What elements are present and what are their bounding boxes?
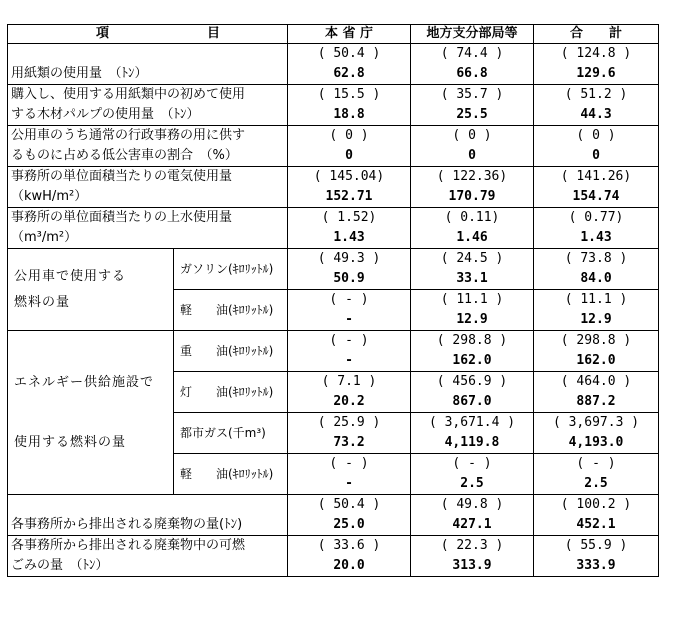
value-cell bbox=[534, 372, 659, 413]
current-value: 73.2 bbox=[333, 435, 365, 450]
row-label-line: 用紙類の使用量 （ﾄﾝ） bbox=[11, 66, 148, 81]
prev-value: ( 456.9 ) bbox=[436, 374, 508, 389]
current-value: 2.5 bbox=[460, 476, 484, 491]
group-label-line: エネルギー供給施設で bbox=[14, 374, 155, 390]
group-label bbox=[8, 331, 174, 495]
value-cell bbox=[534, 454, 659, 495]
prev-value: ( 145.04) bbox=[313, 169, 385, 184]
fuel-type-label: 軽 油(ｷﾛﾘｯﾄﾙ) bbox=[174, 454, 288, 495]
value-cell bbox=[288, 331, 411, 372]
row-label-line bbox=[11, 44, 287, 64]
value-cell bbox=[288, 126, 411, 167]
value-cell bbox=[288, 454, 411, 495]
table-row bbox=[8, 331, 659, 372]
prev-value: ( 0 ) bbox=[329, 128, 369, 143]
header-col1: 本 省 庁 bbox=[288, 25, 411, 44]
group-label-line: 公用車で使用する bbox=[14, 268, 127, 284]
fuel-type-label: 軽 油(ｷﾛﾘｯﾄﾙ) bbox=[174, 290, 288, 331]
prev-value: ( 3,697.3 ) bbox=[552, 415, 640, 430]
prev-value: ( 25.9 ) bbox=[317, 415, 381, 430]
prev-value: ( 11.1 ) bbox=[564, 292, 628, 307]
row-label bbox=[8, 167, 288, 208]
table-row bbox=[8, 208, 659, 249]
current-value: 0 bbox=[468, 148, 476, 163]
prev-value: ( - ) bbox=[329, 456, 369, 471]
value-cell bbox=[411, 413, 534, 454]
value-cell bbox=[288, 372, 411, 413]
group-label-line: 使用する燃料の量 bbox=[14, 434, 127, 450]
table-row bbox=[8, 249, 659, 290]
fuel-type-label: ガソリン(ｷﾛﾘｯﾄﾙ) bbox=[174, 249, 288, 290]
prev-value: ( 24.5 ) bbox=[440, 251, 504, 266]
current-value: 4,193.0 bbox=[568, 435, 624, 450]
current-value: 4,119.8 bbox=[444, 435, 500, 450]
value-cell bbox=[534, 85, 659, 126]
value-cell bbox=[534, 495, 659, 536]
current-value: 1.46 bbox=[456, 230, 488, 245]
current-value: 2.5 bbox=[584, 476, 608, 491]
group-label bbox=[8, 249, 174, 331]
value-cell bbox=[534, 44, 659, 85]
value-cell bbox=[411, 372, 534, 413]
value-cell bbox=[411, 167, 534, 208]
row-label-line: るものに占める低公害車の割合 （%） bbox=[11, 148, 238, 163]
value-cell bbox=[411, 454, 534, 495]
fuel-type-label: 灯 油(ｷﾛﾘｯﾄﾙ) bbox=[174, 372, 288, 413]
row-label bbox=[8, 126, 288, 167]
prev-value: ( 0.77) bbox=[568, 210, 624, 225]
prev-value: ( 11.1 ) bbox=[440, 292, 504, 307]
prev-value: ( 74.4 ) bbox=[440, 46, 504, 61]
environment-data-table bbox=[7, 24, 659, 577]
current-value: 20.0 bbox=[333, 558, 365, 573]
current-value: 333.9 bbox=[576, 558, 616, 573]
fuel-type-label: 都市ガス(千m³) bbox=[174, 413, 288, 454]
prev-value: ( 124.8 ) bbox=[560, 46, 632, 61]
prev-value: ( - ) bbox=[329, 292, 369, 307]
current-value: 12.9 bbox=[456, 312, 488, 327]
current-value: 152.71 bbox=[325, 189, 373, 204]
current-value: 867.0 bbox=[452, 394, 492, 409]
current-value: 25.5 bbox=[456, 107, 488, 122]
prev-value: ( 3,671.4 ) bbox=[428, 415, 516, 430]
row-label-line: 事務所の単位面積当たりの電気使用量 bbox=[11, 169, 233, 184]
value-cell bbox=[534, 331, 659, 372]
value-cell bbox=[288, 249, 411, 290]
current-value: 162.0 bbox=[576, 353, 616, 368]
row-label-line: 事務所の単位面積当たりの上水使用量 bbox=[11, 210, 233, 225]
prev-value: ( 55.9 ) bbox=[564, 538, 628, 553]
current-value: 44.3 bbox=[580, 107, 612, 122]
prev-value: ( 49.3 ) bbox=[317, 251, 381, 266]
current-value: 20.2 bbox=[333, 394, 365, 409]
value-cell bbox=[288, 167, 411, 208]
prev-value: ( 0 ) bbox=[576, 128, 616, 143]
row-label-line: （m³/m²） bbox=[11, 230, 78, 245]
prev-value: ( 141.26) bbox=[560, 169, 632, 184]
prev-value: ( 15.5 ) bbox=[317, 87, 381, 102]
value-cell bbox=[534, 413, 659, 454]
value-cell bbox=[411, 495, 534, 536]
current-value: 1.43 bbox=[333, 230, 365, 245]
current-value: 887.2 bbox=[576, 394, 616, 409]
prev-value: ( 0.11) bbox=[444, 210, 500, 225]
current-value: - bbox=[345, 353, 353, 368]
row-label-line: ごみの量 （ﾄﾝ） bbox=[11, 558, 109, 573]
current-value: 25.0 bbox=[333, 517, 365, 532]
current-value: 162.0 bbox=[452, 353, 492, 368]
current-value: 0 bbox=[592, 148, 600, 163]
row-label bbox=[8, 495, 288, 536]
current-value: 0 bbox=[345, 148, 353, 163]
value-cell bbox=[288, 85, 411, 126]
current-value: - bbox=[345, 312, 353, 327]
current-value: 154.74 bbox=[572, 189, 620, 204]
current-value: - bbox=[345, 476, 353, 491]
current-value: 170.79 bbox=[448, 189, 496, 204]
group-label-line: 燃料の量 bbox=[14, 294, 71, 310]
row-label-line: （kwH/m²） bbox=[11, 189, 88, 204]
row-label-line: 公用車のうち通常の行政事務の用に供す bbox=[11, 128, 246, 143]
value-cell bbox=[534, 249, 659, 290]
prev-value: ( - ) bbox=[329, 333, 369, 348]
prev-value: ( 50.4 ) bbox=[317, 497, 381, 512]
value-cell bbox=[288, 290, 411, 331]
row-label bbox=[8, 208, 288, 249]
value-cell bbox=[411, 126, 534, 167]
current-value: 62.8 bbox=[333, 66, 365, 81]
current-value: 84.0 bbox=[580, 271, 612, 286]
prev-value: ( 51.2 ) bbox=[564, 87, 628, 102]
current-value: 452.1 bbox=[576, 517, 616, 532]
value-cell bbox=[411, 536, 534, 577]
prev-value: ( 22.3 ) bbox=[440, 538, 504, 553]
current-value: 1.43 bbox=[580, 230, 612, 245]
value-cell bbox=[411, 290, 534, 331]
value-cell bbox=[288, 536, 411, 577]
current-value: 33.1 bbox=[456, 271, 488, 286]
current-value: 66.8 bbox=[456, 66, 488, 81]
row-label bbox=[8, 44, 288, 85]
prev-value: ( 464.0 ) bbox=[560, 374, 632, 389]
value-cell bbox=[411, 208, 534, 249]
table-row bbox=[8, 495, 659, 536]
value-cell bbox=[411, 44, 534, 85]
header-col2: 地方支分部局等 bbox=[411, 25, 534, 44]
value-cell bbox=[411, 249, 534, 290]
prev-value: ( 298.8 ) bbox=[436, 333, 508, 348]
prev-value: ( 73.8 ) bbox=[564, 251, 628, 266]
header-item: 項 目 bbox=[8, 25, 288, 44]
current-value: 129.6 bbox=[576, 66, 616, 81]
table-row bbox=[8, 85, 659, 126]
row-label bbox=[8, 85, 288, 126]
value-cell bbox=[288, 44, 411, 85]
row-label-line: 購入し、使用する用紙類中の初めて使用 bbox=[11, 87, 246, 102]
current-value: 427.1 bbox=[452, 517, 492, 532]
prev-value: ( 35.7 ) bbox=[440, 87, 504, 102]
current-value: 313.9 bbox=[452, 558, 492, 573]
row-label-line bbox=[11, 495, 287, 515]
prev-value: ( - ) bbox=[452, 456, 492, 471]
prev-value: ( 49.8 ) bbox=[440, 497, 504, 512]
table-row bbox=[8, 126, 659, 167]
current-value: 12.9 bbox=[580, 312, 612, 327]
prev-value: ( 7.1 ) bbox=[321, 374, 377, 389]
row-label-line: 各事務所から排出される廃棄物中の可燃 bbox=[11, 538, 246, 553]
prev-value: ( 298.8 ) bbox=[560, 333, 632, 348]
value-cell bbox=[534, 126, 659, 167]
row-label bbox=[8, 536, 288, 577]
prev-value: ( 122.36) bbox=[436, 169, 508, 184]
fuel-type-label: 重 油(ｷﾛﾘｯﾄﾙ) bbox=[174, 331, 288, 372]
value-cell bbox=[534, 167, 659, 208]
prev-value: ( 50.4 ) bbox=[317, 46, 381, 61]
current-value: 50.9 bbox=[333, 271, 365, 286]
value-cell bbox=[411, 85, 534, 126]
value-cell bbox=[288, 495, 411, 536]
current-value: 18.8 bbox=[333, 107, 365, 122]
value-cell bbox=[411, 331, 534, 372]
table-row bbox=[8, 44, 659, 85]
value-cell bbox=[534, 290, 659, 331]
header-row bbox=[8, 25, 659, 44]
row-label-line: する木材パルプの使用量 （ﾄﾝ） bbox=[11, 107, 200, 122]
table-row bbox=[8, 536, 659, 577]
value-cell bbox=[288, 208, 411, 249]
value-cell bbox=[534, 208, 659, 249]
prev-value: ( 100.2 ) bbox=[560, 497, 632, 512]
header-col3: 合 計 bbox=[534, 25, 659, 44]
value-cell bbox=[288, 413, 411, 454]
prev-value: ( 1.52) bbox=[321, 210, 377, 225]
value-cell bbox=[534, 536, 659, 577]
table-row bbox=[8, 167, 659, 208]
prev-value: ( - ) bbox=[576, 456, 616, 471]
row-label-line: 各事務所から排出される廃棄物の量(ﾄﾝ) bbox=[11, 517, 243, 532]
prev-value: ( 0 ) bbox=[452, 128, 492, 143]
prev-value: ( 33.6 ) bbox=[317, 538, 381, 553]
